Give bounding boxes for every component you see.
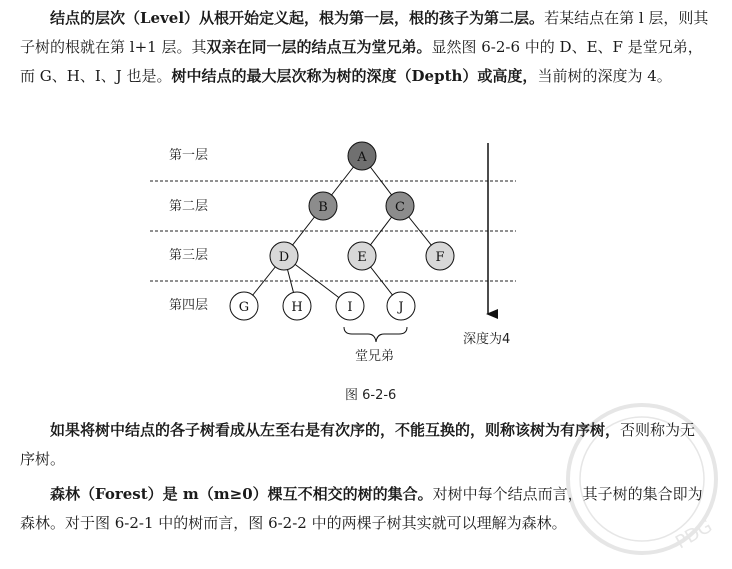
- svg-text:B: B: [318, 200, 328, 215]
- level-label-3: 第三层: [169, 248, 209, 263]
- tree-node-i: [336, 292, 364, 320]
- cousins-label: 堂兄弟: [355, 349, 395, 364]
- ordered-tree-bold: 如果将树中结点的各子树看成从左至右是有次序的，不能互换的，则称该树为有序树，: [50, 421, 621, 439]
- cousins-brace: [344, 327, 407, 342]
- svg-text:J: J: [398, 300, 404, 315]
- level-definition-bold: 结点的层次（Level）从根开始定义起，根为第一层，根的孩子为第二层。: [50, 9, 545, 27]
- tree-node-a: [348, 142, 376, 170]
- svg-text:C: C: [395, 200, 405, 215]
- paragraph-ordered-tree: [20, 416, 710, 474]
- figure-caption: 图 6-2-6: [345, 388, 397, 403]
- watermark-text: PDG: [672, 515, 716, 554]
- level-label-4: 第四层: [169, 298, 209, 313]
- level-label-2: 第二层: [169, 199, 209, 214]
- tree-node-d: [270, 242, 298, 270]
- tree-node-f: [426, 242, 454, 270]
- unordered-tree-text: 否则称为无序树。: [20, 421, 696, 468]
- cousin-example-text: 显然图 6-2-6 中的 D、E、F 是堂兄弟，而 G、H、I、J 也是。: [20, 38, 703, 85]
- forest-explanation-text: 对树中每个结点而言，其子树的集合即为森林。对于图 6-2-1 中的树而言，图 6-2-2 中的两棵子树其实就可以理解为森林。: [20, 485, 703, 532]
- depth-value-text: 当前树的深度为 4。: [537, 67, 672, 85]
- svg-text:H: H: [291, 300, 303, 315]
- forest-definition-bold: 森林（Forest）是 m（m≥0）棵互不相交的树的集合。: [50, 485, 433, 503]
- svg-text:I: I: [347, 300, 353, 315]
- svg-text:E: E: [357, 250, 367, 265]
- tree-node-j: [387, 292, 415, 320]
- tree-node-e: [348, 242, 376, 270]
- level-definition-text: 若某结点在第 l 层，则其子树的根就在第 l+1 层。其: [20, 9, 709, 56]
- depth-label: 深度为4: [463, 332, 511, 347]
- svg-text:F: F: [435, 250, 445, 265]
- tree-node-h: [283, 292, 311, 320]
- tree-node-b: [309, 192, 337, 220]
- cousin-definition-bold: 双亲在同一层的结点互为堂兄弟。: [206, 38, 432, 56]
- svg-text:A: A: [357, 150, 367, 165]
- level-label-1: 第一层: [169, 148, 209, 163]
- svg-text:D: D: [278, 250, 290, 265]
- paragraph-forest: [20, 480, 710, 538]
- tree-node-g: [230, 292, 258, 320]
- tree-node-c: [386, 192, 414, 220]
- svg-text:G: G: [238, 300, 250, 315]
- depth-definition-bold: 树中结点的最大层次称为树的深度（Depth）或高度，: [171, 67, 538, 85]
